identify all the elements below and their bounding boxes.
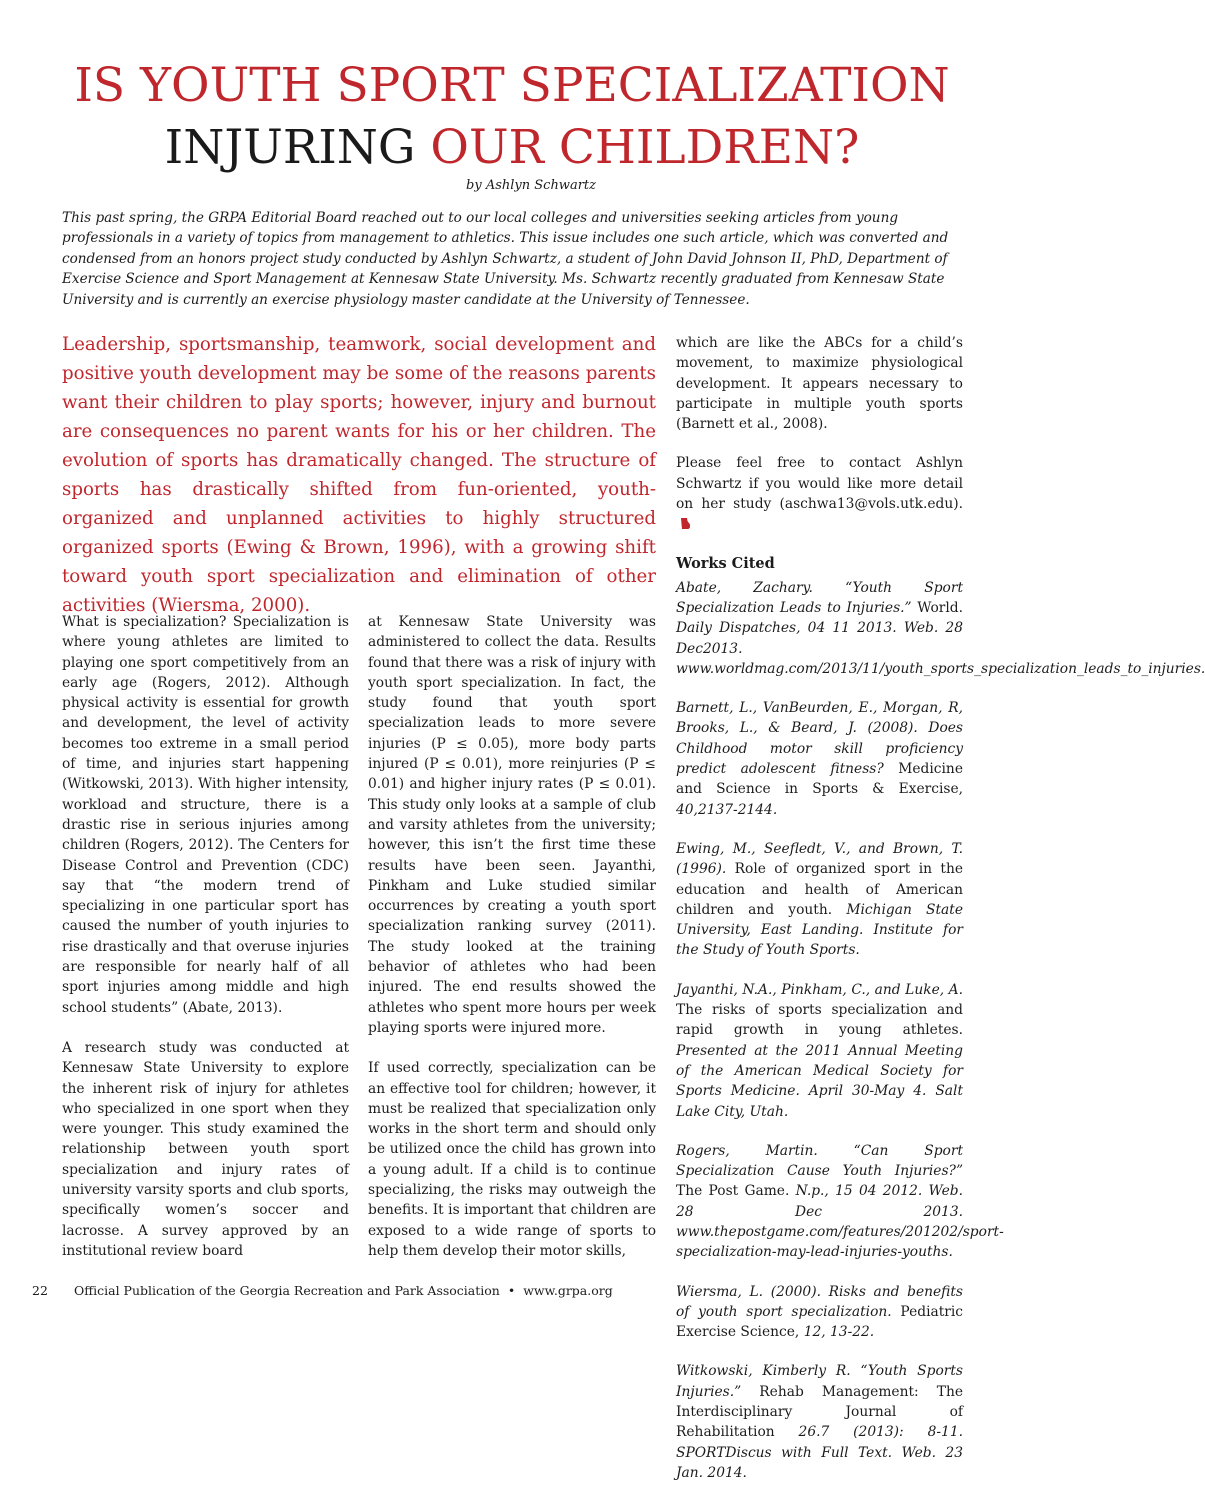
citation-italic-tail: Michigan State University, East Landing. Institute for the Study of Youth Sports. [676, 901, 963, 959]
byline: by Ashlyn Schwartz [466, 178, 596, 193]
citation-roman: Pediatric Exercise Science, [676, 1303, 963, 1341]
publication-name: Official Publication of the Georgia Recreation and Park Association [74, 1283, 500, 1298]
citation-item [676, 839, 963, 961]
citation-italic: Abate, Zachary. “Youth Sport Specialization Leads to Injuries.” [676, 579, 963, 616]
citation-italic-tail: 40,2137-2144. [676, 801, 778, 818]
citation-roman: World. [911, 599, 963, 616]
contact-text: Please feel free to contact Ashlyn Schwartz if you would like more detail on her study (aschwa13@vols.utk.edu). [676, 455, 963, 513]
editor-intro: This past spring, the GRPA Editorial Board reached out to our local colleges and universities seeking articles from young professionals in a variety of topics from management to athletics. This issue includes one such article, which was converted and condensed from an honors project study conducted by Ashlyn Schwartz, a student of John David Johnson II, PhD, Department of Exercise Science and Sport Management at Kennesaw State University. Ms. Schwartz recently graduated from Kennesaw State University and is currently an exercise physiology master candidate at the University of Tennessee. [62, 210, 949, 308]
citation-item [676, 698, 963, 820]
citation-italic-tail: Presented at the 2011 Annual Meeting of the American Medical Society for Sports Medicine. April 30-May 4. Salt Lake City, Utah. [676, 1042, 963, 1120]
body-column-2 [368, 612, 656, 1281]
title-line-1: IS YOUTH SPORT SPECIALIZATION [74, 58, 950, 113]
title-phrase-our-children: OUR CHILDREN? [430, 120, 860, 175]
title-word-injuring: INJURING [164, 120, 416, 175]
body-column-3 [676, 333, 1205, 1502]
citation-italic: Witkowski, Kimberly R. “Youth Sports Injuries.” [676, 1363, 963, 1400]
body-paragraph: A research study was conducted at Kennesaw State University to explore the inherent risk of injury for athletes who specialized in one sport when they were younger. This study examined the relationship between youth sport specialization and injury rates of university varsity sports and club sports, specifically women’s soccer and lacrosse. A survey approved by an institutional review board [62, 1039, 349, 1259]
lead-paragraph: Leadership, sportsmanship, teamwork, social development and positive youth development may be some of the reasons parents want their children to play sports; however, injury and burnout are consequences no parent wants for his or her children. The evolution of sports has dramatically changed. The structure of sports has drastically shifted from fun-oriented, youth-organized and unplanned activities to highly structured organized sports (Ewing & Brown, 1996), with a growing shift toward youth sport specialization and elimination of other activities (Wiersma, 2000). [62, 334, 656, 616]
citation-roman: The risks of sports specialization and rapid growth in young athletes. [676, 1002, 963, 1039]
website-link[interactable]: www.grpa.org [523, 1283, 613, 1298]
citation-italic: Ewing, M., Seefledt, V., and Brown, T. (1996). [676, 840, 963, 878]
body-paragraph: What is specialization? Specialization is where young athletes are limited to playing one sport competitively from an early age (Rogers, 2012). Although physical activity is essential for growth and development, the level of activity becomes too extreme in a small period of time, and injuries start happening (Witkowski, 2013). With higher intensity, workload and structure, there is a drastic rise in serious injuries among children (Rogers, 2012). The Centers for Disease Control and Prevention (CDC) say that “the modern trend of specializing in one particular sport has caused the number of youth injuries to rise drastically and that overuse injuries are responsible for nearly half of all sport injuries among middle and high school students” (Abate, 2013). [62, 614, 349, 1016]
body-paragraph: If used correctly, specialization can be an effective tool for children; however, it must be realized that specialization only works in the short term and should only be utilized once the child has grown into a young adult. If a child is to continue specializing, the risks may outweigh the benefits. It is important that children are exposed to a wide range of sports to help them develop their motor skills, [368, 1060, 656, 1259]
citation-italic-tail: 26.7 (2013): 8-11. SPORTDiscus with Full Text. Web. 23 Jan. 2014. [676, 1424, 963, 1481]
citation-italic: Rogers, Martin. “Can Sport Specialization Cause Youth Injuries?” [676, 1142, 963, 1180]
title-line-2 [0, 122, 1024, 174]
citation-item [676, 578, 1205, 679]
body-paragraph: which are like the ABCs for a child’s movement, to maximize physiological development. It appears necessary to participate in multiple youth sports (Barnett et al., 2008). [676, 335, 963, 433]
works-cited-list [676, 578, 1205, 1484]
citation-italic: Wiersma, L. (2000). Risks and benefits of youth sport specialization. [676, 1283, 963, 1320]
citation-italic: Barnett, L., VanBeurden, E., Morgan, R, Brooks, L., & Beard, J. (2008). Does Childhood motor skill proficiency predict adolescent fitness? [676, 700, 963, 778]
citation-item [676, 1141, 1004, 1263]
citation-roman: Role of organized sport in the education and health of American children and youth. [676, 861, 963, 918]
contact-paragraph [676, 453, 963, 534]
citation-item [676, 1361, 963, 1483]
citation-italic: Jayanthi, N.A., Pinkham, C., and Luke, A. [676, 981, 963, 998]
works-cited-heading: Works Cited [676, 554, 775, 572]
citation-italic-tail: Daily Dispatches, 04 11 2013. Web. 28 Dec2013. www.worldmag.com/2013/11/youth_sports_specialization_leads_to_injuries. [676, 620, 1205, 677]
georgia-state-icon [680, 518, 691, 529]
citation-roman: The Post Game. [676, 1183, 790, 1200]
body-paragraph: at Kennesaw State University was administered to collect the data. Results found that there was a risk of injury with youth sport specialization. In fact, the study found that youth sport specialization leads to more severe injuries (P ≤ 0.05), more body parts injured (P ≤ 0.01), more reinjuries (P ≤ 0.01) and higher injury rates (P ≤ 0.01). This study only looks at a sample of club and varsity athletes from the university; however, this isn’t the first time these results have been seen. Jayanthi, Pinkham and Luke studied similar occurrences by creating a youth sport specialization ranking survey (2011). The study looked at the training behavior of athletes who had been injured. The end results showed the athletes who spent more hours per week playing sports were injured more. [368, 614, 656, 1036]
page-footer [32, 1282, 732, 1300]
citation-italic-tail: 12, 13-22. [799, 1324, 875, 1341]
citation-roman: Medicine and Science in Sports & Exercise, [676, 761, 963, 798]
body-column-1 [62, 612, 349, 1281]
footer-separator: • [507, 1283, 516, 1298]
page-number: 22 [32, 1283, 48, 1298]
citation-italic-tail: N.p., 15 04 2012. Web. 28 Dec 2013. www.thepostgame.com/features/201202/sport-specialization-may-lead-injuries-youths. [676, 1183, 1004, 1261]
citation-roman: Rehab Management: The Interdisciplinary Journal of Rehabilitation [676, 1383, 963, 1441]
citation-item [676, 980, 963, 1122]
